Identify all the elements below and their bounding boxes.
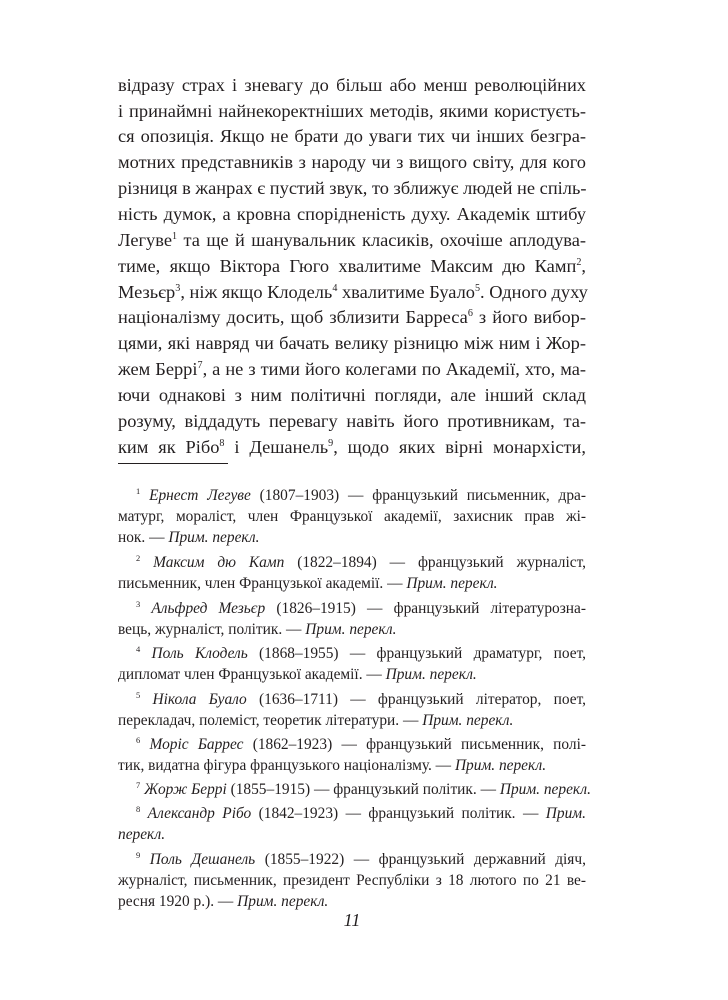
footnote-ref: 3: [175, 282, 181, 294]
footnote-9-cont: журналіст, письменник, президент Республіки з 18 лютого по 21 ве-: [118, 872, 586, 889]
footnote-5: $^5$ Нікола Буало (1636–1711) — французький літератор, поет,: [136, 689, 586, 708]
footnote-1-cont: матург, мораліст, член Французької академії, захисник прав жі-: [118, 508, 586, 525]
footnote-3: $^3$ Альфред Мезьєр (1826–1915) — французький літературозна-: [136, 598, 587, 617]
body-line: жем Беррі$^7$, а не з тими його колегами по Академії, хто, ма-: [118, 359, 586, 379]
body-line: ким як Рібо$^8$ і Дешанель$^9$, щодо яких вірні монархісти,: [118, 437, 586, 457]
body-line: мотних представників з народу чи з вищого світу, для кого: [118, 152, 586, 172]
body-line: відразу страх і зневагу до більш або менш революційних: [118, 75, 586, 95]
footnote-4-end: дипломат член Французької академії. — Прим. перекл.: [118, 666, 477, 683]
body-line: розуму, віддадуть перевагу навіть його противникам, та-: [118, 411, 586, 431]
footnote-2: $^2$ Максим дю Камп (1822–1894) — французький журналіст,: [136, 552, 586, 571]
body-line: тиме, якщо Віктора Гюго хвалитиме Максим дю Камп$^2$,: [118, 256, 586, 276]
footnote-ref: 9: [328, 437, 334, 449]
footnote-ref: 4: [332, 282, 338, 294]
footnote-ref: 7: [197, 359, 203, 371]
body-line: ючи однакові з ним політичні погляди, але інший склад: [118, 385, 586, 405]
footnote-ref: 6: [467, 307, 473, 319]
body-line: різниця в жанрах є пустий звук, то зближує людей не спіль-: [118, 178, 587, 198]
footnote-5-end: перекладач, полеміст, теоретик літератури. — Прим. перекл.: [118, 712, 514, 729]
footnote-6-end: тик, видатна фігура французького націоналізму. — Прим. перекл.: [118, 757, 547, 774]
body-line: і принаймні найнекоректніших методів, якими користуєть-: [118, 101, 586, 121]
footnote-ref: 8: [219, 437, 225, 449]
footnote-divider: [118, 463, 228, 464]
footnote-ref: 5: [474, 282, 481, 294]
footnote-9-end: ресня 1920 р.). — Прим. перекл.: [118, 893, 329, 910]
footnote-1: $^1$ Ернест Легуве (1807–1903) — французький письменник, дра-: [136, 485, 587, 504]
body-line: ність думок, а кровна спорідненість духу. Академік штибу: [118, 204, 586, 224]
footnote-3-end: вець, журналіст, політик. — Прим. перекл.: [118, 621, 397, 638]
body-line: націоналізму досить, щоб зблизити Барреса$^6$ з його вибор-: [118, 307, 586, 327]
page-number: 11: [343, 910, 361, 930]
footnote-2-end: письменник, член Французької академії. — Прим. перекл.: [118, 575, 498, 592]
footnote-9: $^9$ Поль Дешанель (1855–1922) — французький державний діяч,: [136, 849, 586, 868]
footnote-8: $^8$ Александр Рібо (1842–1923) — французький політик. — Прим.: [136, 803, 586, 822]
footnote-4: $^4$ Поль Клодель (1868–1955) — французький драматург, поет,: [136, 643, 586, 662]
footnote-ref: 1: [172, 230, 178, 242]
body-line: ся опозиція. Якщо не брати до уваги тих чи інших безгра-: [118, 126, 586, 146]
footnote-6: $^6$ Моріс Баррес (1862–1923) — французький письменник, полі-: [136, 734, 586, 753]
footnote-ref: 2: [576, 256, 582, 268]
footnote-7: $^7$ Жорж Беррі (1855–1915) — французький політик. — Прим. перекл.: [136, 779, 591, 798]
footnote-1-end: нок. — Прим. перекл.: [118, 529, 260, 546]
footnote-8-end: перекл.: [118, 826, 166, 843]
body-line: Легуве$^1$ та ще й шанувальник класиків, охочіше аплодува-: [118, 230, 586, 250]
body-line: Мезьєр$^3$, ніж якщо Клодель$^4$ хвалитиме Буало$^5$. Одного духу: [118, 282, 588, 302]
body-line: цями, які навряд чи бачать велику різницю між ним і Жор-: [118, 333, 586, 353]
